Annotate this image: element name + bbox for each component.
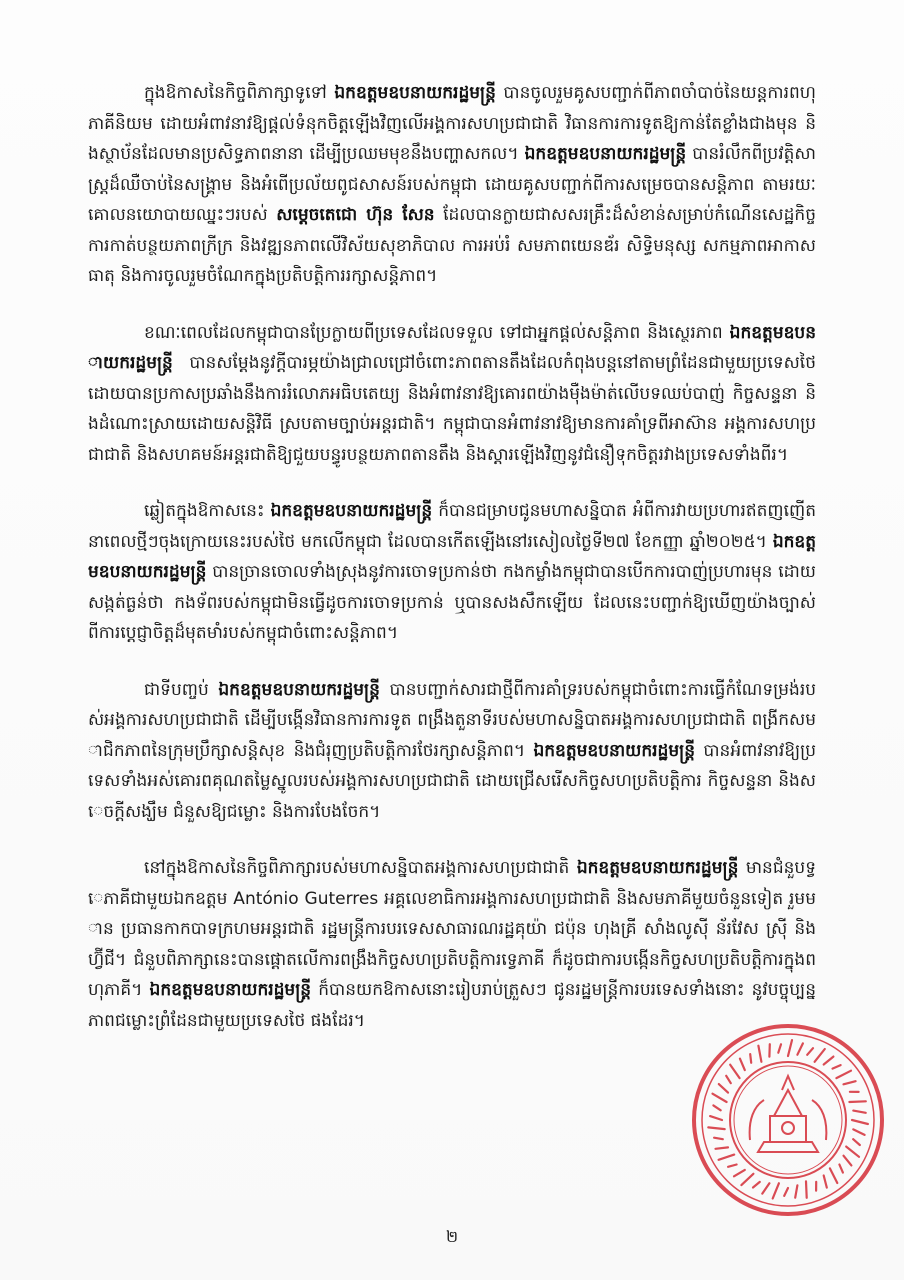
seal-lettering-mark (741, 1174, 753, 1185)
seal-lettering-mark (830, 1168, 837, 1183)
paragraph (88, 78, 816, 292)
seal-lettering-mark (784, 1188, 788, 1196)
seal-lettering-mark (713, 1105, 720, 1110)
paragraph-text: បានបញ្ជាក់សារជាថ្មីពីការគាំទ្ររបស់កម្ពុជាចំពោះការធ្វើកំណែទម្រង់របស់អង្គការសហប្រជាជាតិ ដើម្បីបង្កើនវិធានការការទូត ពង្រឹងតួនាទីរបស់មហាសន្និបាតអង្គការសហប្រជាជាតិ ពង្រីកសមាជិកភាពនៃក្រុមប្រឹក្សាសន្តិសុខ និងជំរុញប្រតិបត្តិការថែរក្សាសន្តិភាព។ (88, 679, 816, 761)
seal-lettering-mark (726, 1076, 731, 1083)
paragraph-text: មានជំនួបទ្វេភាគីជាមួយឯកឧត្តម António Guterres អគ្គលេខាធិការអង្គការសហប្រជាជាតិ និងសមភាគីមួយចំនួនទៀត រួមមាន ប្រធានកាកបាទក្រហមអន្តរជាតិ រដ្ឋមន្ត្រីការបរទេសសាធារណរដ្ឋគុយ៉ា ជប៉ុន ហុងគ្រី សាំងលូស៊ី ន័រវែស ស្រ៊ី និងហ្វ៊ីជី។ ជំនួបពិភាក្សានេះបានផ្តោតលើការពង្រឹងកិច្ចសហប្រតិបត្តិការទ្វេភាគី ក៏ដូចជាការបង្កើនកិច្ចសហប្រតិបត្តិការក្នុងពហុភាគី។ (88, 858, 816, 1000)
seal-lettering-mark (844, 1081, 856, 1084)
paragraph-text: បានរំលឹកពីប្រវត្តិសាស្ត្រដ៏ឈឺចាប់នៃសង្គ្រាម និងអំពើប្រល័យពូជសាសន៍របស់កម្ពុជា ដោយគូសបញ្ជាក់ពីការសម្រេចបានសន្តិភាព តាមរយៈគោលនយោបាយឈ្នះៗរបស់ (88, 144, 816, 225)
seal-lettering-mark (730, 1065, 739, 1078)
page-number: ២ (445, 1227, 459, 1246)
bold-title-text: សម្តេចតេជោ ហ៊ុន សែន (276, 205, 435, 225)
bold-title-text: ឯកឧត្តមឧបនាយករដ្ឋមន្ត្រី (533, 740, 695, 761)
seal-lettering-mark (773, 1183, 779, 1198)
paragraph-text: ឆ្លៀតក្នុងឱកាសនេះ (144, 501, 271, 521)
seal-lettering-mark (762, 1183, 769, 1193)
seal-lettering-mark (778, 1044, 781, 1052)
paragraph (88, 318, 816, 471)
seal-lettering-mark (788, 1040, 792, 1056)
seal-lettering-mark (740, 1059, 745, 1071)
seal-lettering-mark (839, 1165, 843, 1173)
paragraph (88, 675, 816, 828)
seal-lettering-mark (849, 1101, 865, 1102)
paragraph-text: បានអំពាវនាវឱ្យប្រទេសទាំងអស់គោរពគុណតម្លៃស្នូលរបស់អង្គការសហប្រជាជាតិ ដោយជ្រើសរើសកិច្ចសហប្រតិបត្តិការ កិច្ចសន្ទនា និងសេចក្តីសង្ឃឹម ជំនួសឱ្យជម្លោះ និងការបែងចែក។ (88, 740, 816, 822)
paragraph-text: បានសម្តែងនូវក្តីបារម្ភយ៉ាងជ្រាលជ្រៅចំពោះភាពតានតឹងដែលកំពុងបន្តនៅតាមព្រំដែនជាមួយប្រទេសថៃ ដោយបានប្រកាសប្រឆាំងនឹងការរំលោភអធិបតេយ្យ និងអំពាវនាវឱ្យគោរពយ៉ាងម៉ឺងម៉ាត់លើបទឈប់បាញ់ កិច្ចសន្ទនា និងដំណោះស្រាយដោយសន្តិវិធី ស្របតាមច្បាប់អន្តរជាតិ។ កម្ពុជាបានអំពាវនាវឱ្យមានការគាំទ្រពីអាស៊ាន អង្គការសហប្រជាជាតិ និងសហគមន៍អន្តរជាតិឱ្យជួយបន្ធូរបន្ថយភាពតានតឹង និងស្តារឡើងវិញនូវជំនឿទុកចិត្តរវាងប្រទេសទាំងពីរ។ (88, 353, 816, 465)
seal-lettering-mark (853, 1139, 860, 1145)
seal-lettering-mark (758, 1046, 761, 1062)
seal-lettering-mark (833, 1065, 841, 1069)
seal-lettering-mark (795, 1185, 797, 1197)
bold-title-text: ឯកឧត្តមឧបនាយករដ្ឋមន្ត្រី (88, 322, 816, 373)
paragraph-text: ខណៈពេលដែលកម្ពុជាបានប្រែក្លាយពីប្រទេសដែលទទួល ទៅជាអ្នកផ្តល់សន្តិភាព និងស្ថេរភាព (144, 322, 730, 343)
seal-lettering-mark (719, 1084, 728, 1093)
paragraph-text: ក៏បានយកឱកាសនោះរៀបរាប់ត្រួសៗ ជូនរដ្ឋមន្ត្រីការបរទេសទាំងនោះ នូវបច្ចុប្បន្នភាពជម្លោះព្រំដែនជាមួយប្រទេសថៃ ផងដែរ។ (88, 980, 816, 1031)
seal-lettering-mark (807, 1048, 813, 1055)
seal-lettering-mark (734, 1170, 745, 1176)
paragraph (88, 853, 816, 1036)
bold-title-text: ឯកឧត្តមឧបនាយករដ្ឋមន្ត្រី (576, 858, 739, 878)
paragraph-text: បានច្រានចោលទាំងស្រុងនូវការចោទប្រកាន់ថា កងកម្លាំងកម្ពុជាបានបើកការបាញ់ប្រហារមុន ដោយសង្កត់ធ្ងន់ថា កងទ័ពរបស់កម្ពុជាមិនធ្វើដូចការចោទប្រកាន់ ឬបានសងសឹកឡើយ ដែលនេះបញ្ជាក់ឱ្យឃើញយ៉ាងច្បាស់ ពីការប្តេជ្ញាចិត្តដ៏មុតមាំរបស់កម្ពុជាចំពោះសន្តិភាព។ (88, 562, 816, 643)
bold-title-text: ឯកឧត្តមឧបនាយករដ្ឋមន្ត្រី (524, 144, 687, 164)
seal-lettering-mark (797, 1043, 803, 1054)
seal-lettering-mark (708, 1127, 724, 1129)
seal-lettering-mark (852, 1120, 868, 1124)
paragraph-text: ជាទីបញ្ចប់ (144, 679, 219, 700)
seal-lettering-mark (728, 1165, 737, 1167)
seal-lettering-mark (719, 1155, 735, 1160)
bold-title-text: ឯកឧត្តមឧបនាយករដ្ឋមន្ត្រី (218, 679, 380, 700)
official-seal-stamp (688, 1020, 888, 1220)
seal-lettering-mark (853, 1129, 864, 1135)
seal-lettering-mark (750, 1054, 751, 1063)
seal-lettering-mark (836, 1071, 851, 1078)
seal-lettering-mark (714, 1138, 723, 1140)
seal-lettering-mark (844, 1156, 852, 1166)
seal-lettering-mark (753, 1182, 760, 1188)
seal-lettering-mark (806, 1181, 807, 1197)
body-text (88, 78, 816, 1062)
seal-lettering-mark (853, 1111, 865, 1113)
seal-lettering-mark (815, 1049, 825, 1062)
paragraph-text: នៅក្នុងឱកាសនៃកិច្ចពិភាក្សារបស់មហាសន្និបាតអង្គការសហប្រជាជាតិ (144, 858, 577, 878)
seal-lettering-mark (824, 1176, 827, 1188)
paragraph-text: បានចូលរួមគូសបញ្ជាក់ពីភាពចាំបាច់នៃយន្តការពហុភាគីនិយម ដោយអំពាវនាវឱ្យផ្តល់ទំនុកចិត្តឡើងវិញលើអង្គការសហប្រជាជាតិ វិធានការការទូតឱ្យកាន់តែខ្លាំងជាងមុន និងស្ថាប័នដែលមានប្រសិទ្ធភាពនានា ដើម្បីប្រឈមមុខនឹងបញ្ហាសកល។ (88, 83, 816, 164)
paragraph-text: ក៏បានជម្រាបជូនមហាសន្និបាត អំពីការវាយប្រហារឥតញញើត នាពេលថ្មីៗចុងក្រោយនេះរបស់ថៃ មកលើកម្ពុជា ដែលបានកើតឡើងនៅរសៀលថ្ងៃទី២៧ ខែកញ្ញា ឆ្នាំ២០២៥។ (88, 501, 816, 552)
seal-lettering-mark (716, 1147, 729, 1148)
seal-lettering-mark (824, 1057, 834, 1065)
seal-lettering-mark (846, 1147, 859, 1157)
bold-title-text: ឯកឧត្តមឧបនាយករដ្ឋមន្ត្រី (270, 501, 433, 521)
bold-title-text: ឯកឧត្តមឧបនាយករដ្ឋមន្ត្រី (334, 83, 496, 103)
bold-title-text: ឯកឧត្តមឧបនាយករដ្ឋមន្ត្រី (88, 531, 816, 582)
seal-lettering-mark (713, 1094, 727, 1102)
seal-lettering-mark (710, 1116, 722, 1120)
paragraph-text: ដែលបានក្លាយជាសសរគ្រឹះដ៏សំខាន់សម្រាប់កំណើនសេដ្ឋកិច្ច ការកាត់បន្ថយភាពក្រីក្រ និងវឌ្ឍនភាពលើវិស័យសុខាភិបាល ការអប់រំ សមភាពយេនឌ័រ សិទ្ធិមនុស្ស សកម្មភាពអាកាសធាតុ និងការចូលរួមចំណែកក្នុងប្រតិបត្តិការរក្សាសន្តិភាព។ (88, 205, 816, 286)
bold-title-text: ឯកឧត្តមឧបនាយករដ្ឋមន្ត្រី (149, 980, 312, 1000)
paragraph-text: ក្នុងឱកាសនៃកិច្ចពិភាក្សាទូទៅ (144, 83, 335, 103)
paragraph (88, 496, 816, 649)
